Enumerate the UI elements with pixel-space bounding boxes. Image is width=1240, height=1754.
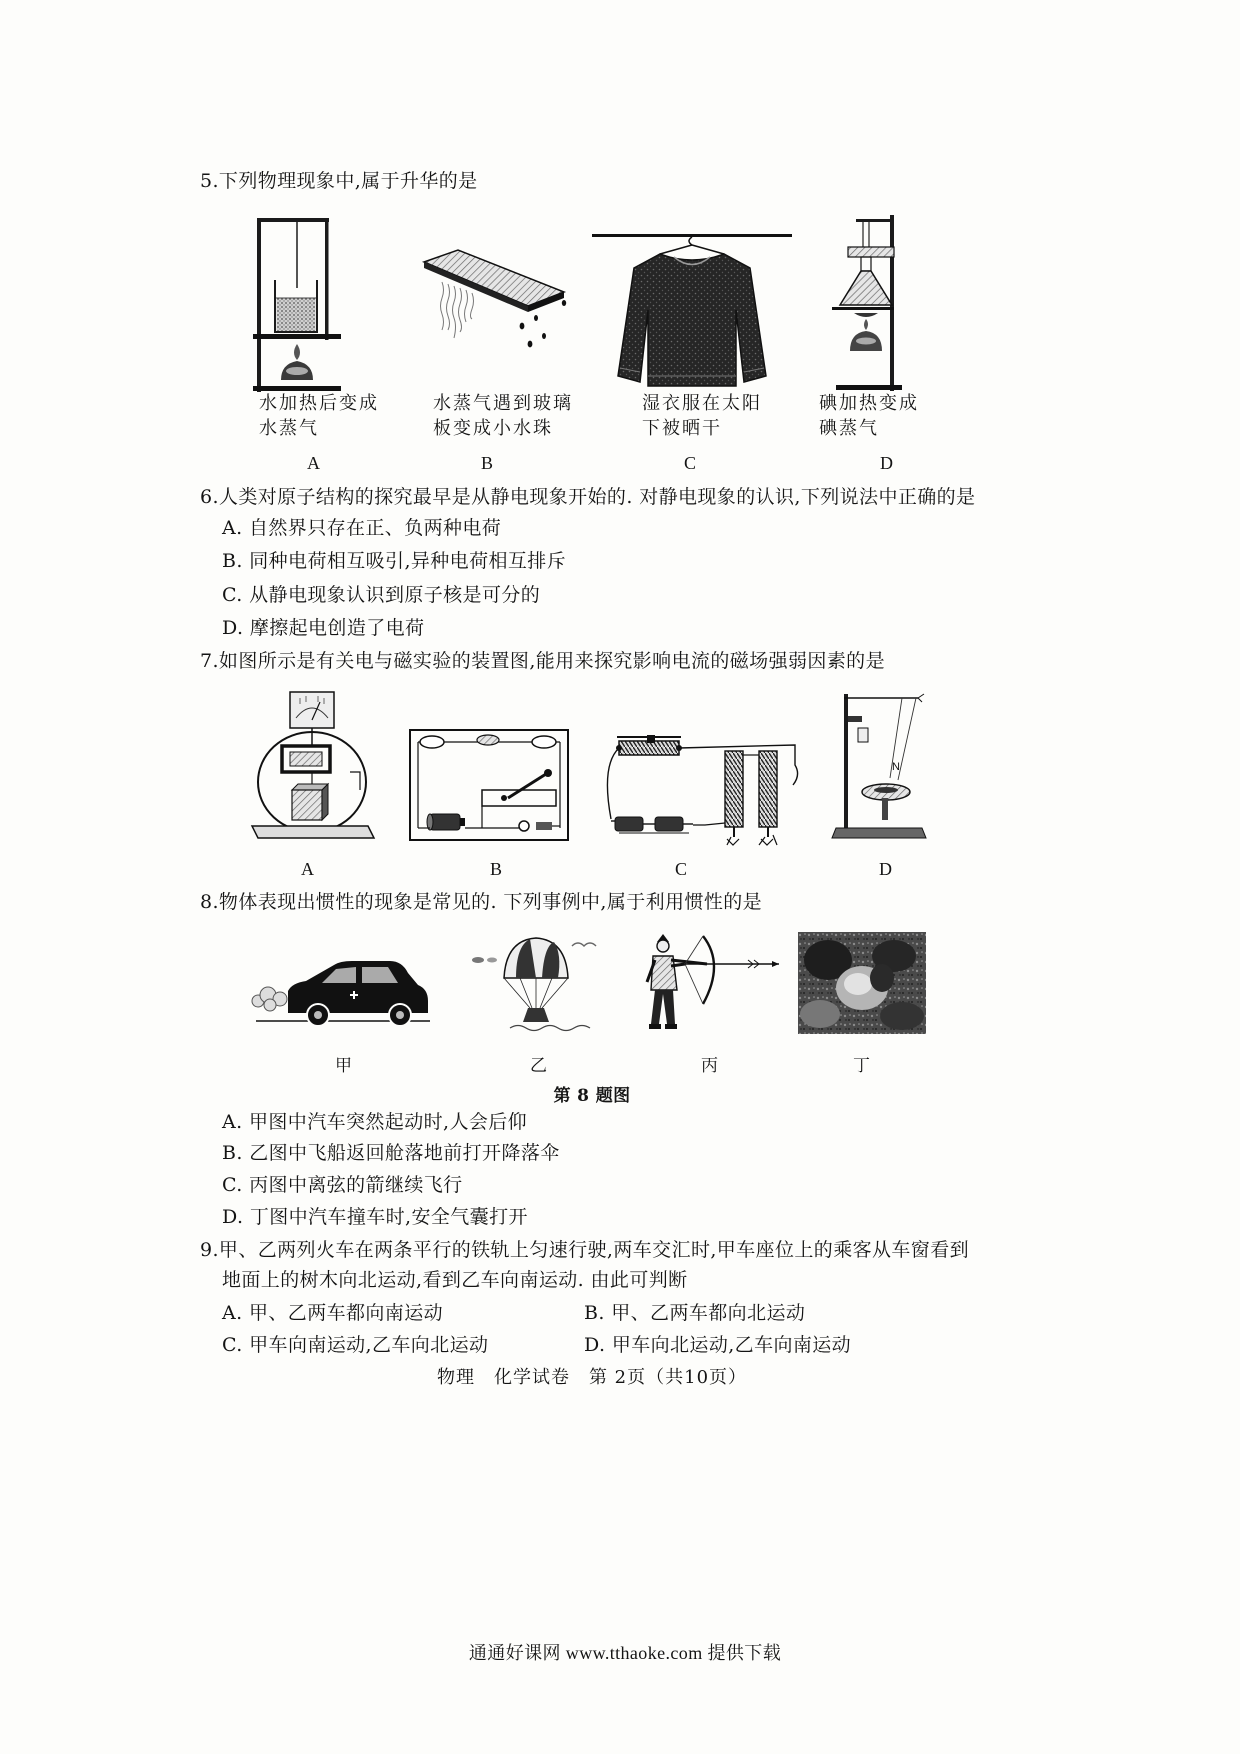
q5-label-b: B [481, 453, 494, 473]
q7-label-b: B [490, 859, 503, 879]
q8-figure-caption: 第 8 题图 [553, 1086, 631, 1106]
q9-stem-line1: 9.甲、乙两列火车在两条平行的铁轨上匀速行驶,两车交汇时,甲车座位上的乘客从车窗看到 [200, 1239, 970, 1261]
page-footer: 物理 化学试卷 第 2页（共10页） [436, 1367, 748, 1388]
q7-figure-d-suspended-needle [832, 692, 928, 844]
q5-figure-a-boiling-water [253, 218, 345, 396]
q6-option-d: D. 摩擦起电创造了电荷 [222, 617, 425, 639]
download-watermark: 通通好课网 www.tthaoke.com 提供下载 [468, 1643, 782, 1663]
q5-caption-d-line2: 碘蒸气 [819, 418, 879, 439]
q5-stem: 5.下列物理现象中,属于升华的是 [200, 170, 478, 192]
q9-option-b: B. 甲、乙两车都向北运动 [584, 1302, 806, 1324]
q5-figure-d-iodine-heating [826, 215, 904, 395]
q7-label-c: C [675, 859, 688, 879]
q8-stem: 8.物体表现出惯性的现象是常见的. 下列事例中,属于利用惯性的是 [200, 891, 763, 913]
q6-option-a: A. 自然界只存在正、负两种电荷 [222, 517, 502, 539]
q8-label-bing: 丙 [701, 1056, 719, 1076]
q8-option-a: A. 甲图中汽车突然起动时,人会后仰 [222, 1111, 528, 1133]
q8-label-jia: 甲 [335, 1056, 353, 1076]
q7-figure-d-north-mark: N [892, 761, 900, 773]
q7-label-d: D [879, 859, 893, 879]
q5-caption-a-line2: 水蒸气 [259, 418, 319, 439]
q5-caption-c-line1: 湿衣服在太阳 [642, 393, 762, 414]
q5-figure-b-glass-plate [420, 248, 568, 378]
q6-stem: 6.人类对原子结构的探究最早是从静电现象开始的. 对静电现象的认识,下列说法中正确的是 [200, 486, 976, 508]
q8-option-b: B. 乙图中飞船返回舱落地前打开降落伞 [222, 1142, 560, 1164]
q9-option-c: C. 甲车向南运动,乙车向北运动 [222, 1334, 489, 1356]
q9-option-a: A. 甲、乙两车都向南运动 [222, 1302, 444, 1324]
q9-option-d: D. 甲车向北运动,乙车向南运动 [584, 1334, 852, 1356]
q8-option-c: C. 丙图中离弦的箭继续飞行 [222, 1174, 463, 1196]
q7-figure-c-electromagnets [605, 735, 805, 850]
q5-caption-c-line2: 下被晒干 [642, 418, 722, 439]
q5-label-a: A [307, 453, 321, 473]
q9-stem-line2: 地面上的树木向北运动,看到乙车向南运动. 由此可判断 [222, 1269, 688, 1291]
q5-caption-b-line1: 水蒸气遇到玻璃 [433, 393, 573, 414]
q7-stem: 7.如图所示是有关电与磁实验的装置图,能用来探究影响电流的磁场强弱因素的是 [200, 650, 885, 672]
q5-caption-d-line1: 碘加热变成 [819, 393, 919, 414]
q8-figure-yi-parachute [470, 932, 602, 1032]
q7-label-a: A [301, 859, 315, 879]
q5-figure-c-wet-sweater [592, 226, 792, 392]
q8-figure-ding-airbag [798, 932, 926, 1034]
q8-label-ding: 丁 [853, 1056, 871, 1076]
q8-figure-bing-archer [645, 932, 785, 1037]
q8-option-d: D. 丁图中汽车撞车时,安全气囊打开 [222, 1206, 528, 1228]
q8-label-yi: 乙 [530, 1056, 548, 1076]
q8-figure-jia-car [248, 955, 433, 1030]
q5-label-d: D [880, 453, 894, 473]
q7-figure-a-apparatus [250, 690, 376, 850]
q5-caption-b-line2: 板变成小水珠 [433, 418, 553, 439]
q6-option-c: C. 从静电现象认识到原子核是可分的 [222, 584, 541, 606]
q5-caption-a-line1: 水加热后变成 [259, 393, 379, 414]
q7-figure-b-circuit-board [408, 728, 573, 848]
q5-label-c: C [684, 453, 697, 473]
q6-option-b: B. 同种电荷相互吸引,异种电荷相互排斥 [222, 550, 567, 572]
